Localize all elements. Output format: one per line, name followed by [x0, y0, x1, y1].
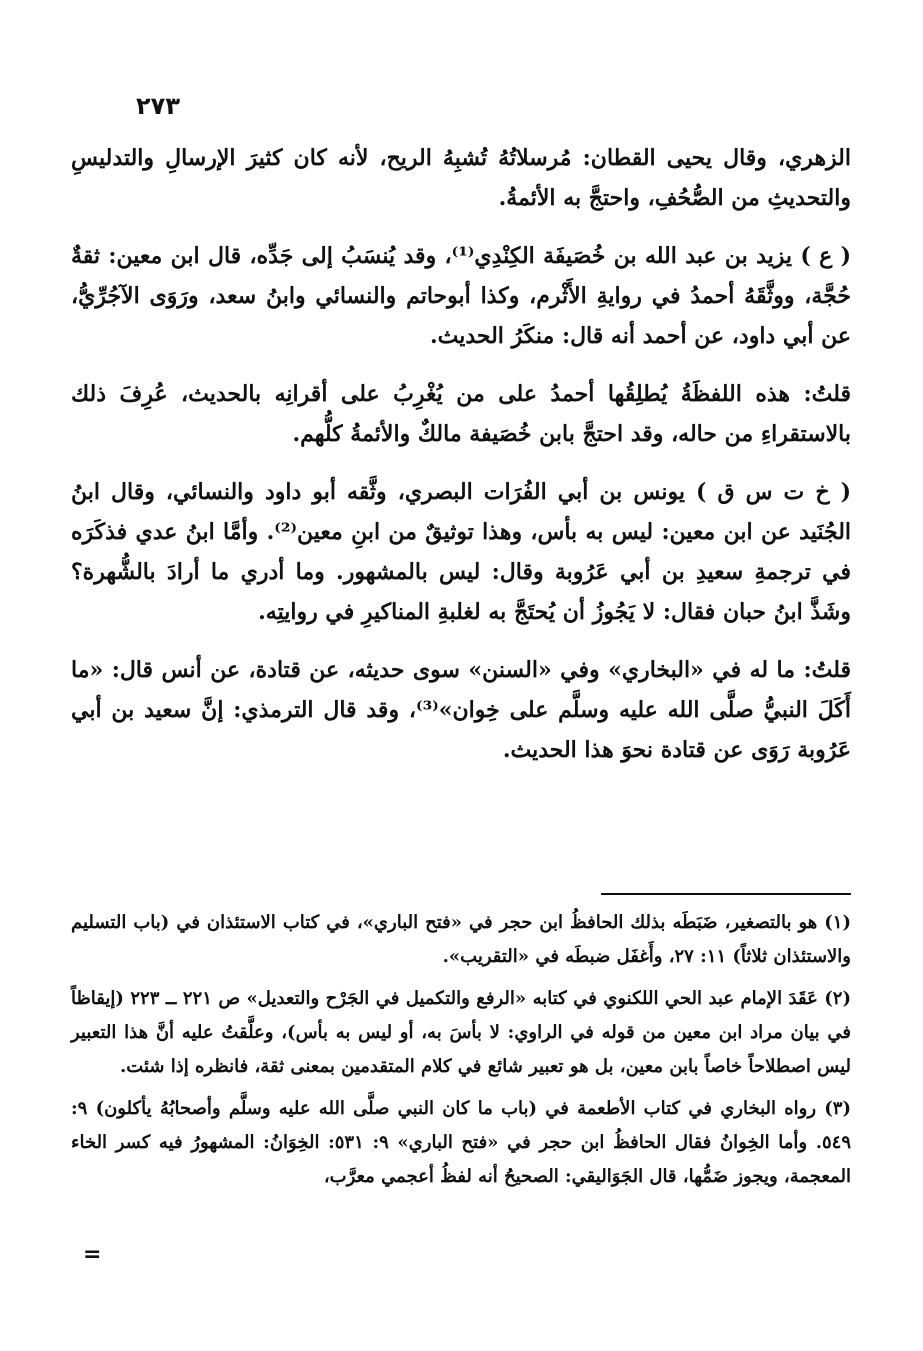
footnote-3: (٣) رواه البخاري في كتاب الأطعمة في (باب ما كان النبي صلَّى الله عليه وسلَّم وأصحابُهُ يأكلون) ٩: ٥٤٩. وأما الخِوانُ فقال الحافظُ ابن حجر في «فتح الباري» ٩: ٥٣١: الخِوَانُ: المشهورُ فيه كسر الخاء المعجمة، ويجوز ضَمُّها، قال الجَوَاليقي: الصحيحُ أنه لفظُ أعجمي معرَّب،: [71, 1098, 851, 1187]
paragraph-comment-yunus: قلتُ: ما له في «البخاري» وفي «السنن» سوى حديثه، عن قتادة، عن أنس قال: «ما أَكَلَ النبيُّ صلَّى الله عليه وسلَّم على خِوان»⁽³⁾، وقد قال الترمذي: إنَّ سعيد بن أبي عَرُوبة رَوَى عن قتادة نحوَ هذا الحديث.: [71, 657, 852, 763]
page-number: ٢٧٣: [136, 92, 180, 120]
paragraph-comment-khusayfa: قلتُ: هذه اللفظَةُ يُطلِقُها أحمدُ على من يُغْرِبُ على أقرانِه بالحديث، عُرِفَ ذلك بالاستقراءِ من حاله، وقد احتجَّ بابن خُصَيفة مالكٌ والأئمةُ كلُّهم.: [71, 381, 851, 447]
paragraph-zuhri: الزهري، وقال يحيى القطان: مُرسلاتُهُ تُشبِهُ الريح، لأنه كان كثيرَ الإرسالِ والتدليسِ والتحديثِ من الصُّحُفِ، واحتجَّ به الأئمةُ.: [71, 145, 851, 211]
paragraph-yazid-ibn-khusayfa: ( ع ) يزيد بن عبد الله بن خُصَيفَة الكِنْدِي⁽¹⁾، وقد يُنسَبُ إلى جَدِّه، قال ابن معين: ثقةٌ حُجَّة، ووثَّقَهُ أحمدُ في روايةِ الأَثْرم، وكذا أبوحاتم والنسائي وابنُ سعد، ورَوَى الآجُرِّيُّ، عن أبي داود، عن أحمد أنه قال: منكَرُ الحديث.: [71, 243, 852, 349]
footnote-divider: [601, 893, 851, 895]
footnote-1: (١) هو بالتصغير، ضَبَطَه بذلك الحافظُ ابن حجر في «فتح الباري»، في كتاب الاستئذان في (باب التسليم والاستئذان ثلاثاً) ١١: ٢٧، وأَغفَل ضبطَه في «التقريب».: [71, 912, 851, 967]
continuation-mark: =: [83, 1242, 102, 1267]
footnotes: [71, 906, 851, 1202]
paragraph-yunus-ibn-abi-alfurat: ( خ ت س ق ) يونس بن أبي الفُرَات البصري، وثَّقه أبو داود والنسائي، وقال ابنُ الجُنَيد عن ابن معين: ليس به بأس، وهذا توثيقٌ من ابنِ معين⁽²⁾. وأمَّا ابنُ عدي فذكَرَه في ترجمةِ سعيدِ بن أبي عَرُوبة وقال: ليس بالمشهور. وما أدري ما أرادَ بالشُّهرة؟ وشَذَّ ابنُ حبان فقال: لا يَجُوزُ أن يُحتَجَّ به لغلبةِ المناكيرِ في روايتِه.: [71, 479, 852, 625]
footnote-2: (٢) عَقَدَ الإمام عبد الحي اللكنوي في كتابه «الرفع والتكميل في الجَرْح والتعديل» ص ٢٢١ ــ ٢٢٣ (إيقاظاً في بيان مراد ابن معين من قوله في الراوي: لا بأسَ به، أو ليس به بأس)، وعلَّقتُ عليه أنَّ هذا التعبير ليس اصطلاحاً خاصاً بابن معين، بل هو تعبير شائع في كلام المتقدمين بمعنى ثقة، فانظره إذا شئت.: [71, 988, 851, 1077]
main-text: [71, 138, 851, 788]
